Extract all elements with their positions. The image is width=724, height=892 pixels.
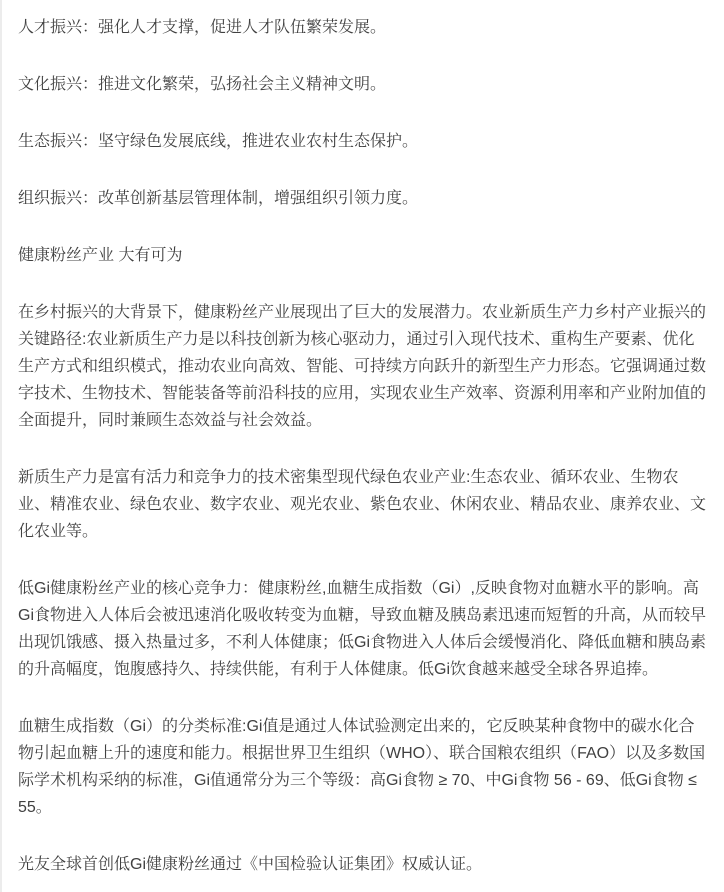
paragraph-rural-revitalization-background: 在乡村振兴的大背景下，健康粉丝产业展现出了巨大的发展潜力。农业新质生产力乡村产业振兴的关键路径:农业新质生产力是以科技创新为核心驱动力，通过引入现代技术、重构生产要素、优化生产方式和组织模式，推动农业向高效、智能、可持续方向跃升的新型生产力形态。它强调通过数字技术、生物技术、智能装备等前沿科技的应用，实现农业生产效率、资源利用率和产业附加值的全面提升，同时兼顾生态效益与社会效益。	[18, 304, 707, 429]
paragraph-new-productivity-industries: 新质生产力是富有活力和竞争力的技术密集型现代绿色农业产业:生态农业、循环农业、生物农业、精准农业、绿色农业、数字农业、观光农业、紫色农业、休闲农业、精品农业、康养农业、文化农业等。	[18, 469, 707, 540]
paragraph-gi-classification-standard: 血糖生成指数（Gi）的分类标准:Gi值是通过人体试验测定出来的，它反映某种食物中的碳水化合物引起血糖上升的速度和能力。根据世界卫生组织（WHO）、联合国粮农组织（FAO）以及多数国际学术机构采纳的标准，Gi值通常分为三个等级：高Gi食物 ≥ 70、中Gi食物 56 - 69、低Gi食物 ≤ 55。	[18, 718, 706, 816]
paragraph-guangyou-certification: 光友全球首创低Gi健康粉丝通过《中国检验认证集团》权威认证。	[18, 856, 483, 873]
paragraph-talent-revitalization: 人才振兴：强化人才支撑，促进人才队伍繁荣发展。	[18, 19, 387, 36]
section-title-healthy-vermicelli: 健康粉丝产业 大有可为	[18, 247, 183, 264]
paragraph-culture-revitalization: 文化振兴：推进文化繁荣，弘扬社会主义精神文明。	[18, 76, 387, 93]
paragraph-organization-revitalization: 组织振兴：改革创新基层管理体制，增强组织引领力度。	[18, 190, 419, 207]
paragraph-ecology-revitalization: 生态振兴：坚守绿色发展底线，推进农业农村生态保护。	[18, 133, 419, 150]
paragraph-low-gi-competitiveness: 低Gi健康粉丝产业的核心竞争力：健康粉丝,血糖生成指数（Gi）,反映食物对血糖水平的影响。高Gi食物进入人体后会被迅速消化吸收转变为血糖，导致血糖及胰岛素迅速而短暂的升高，从而较早出现饥饿感、摄入热量过多，不利人体健康；低Gi食物进入人体后会缓慢消化、降低血糖和胰岛素的升高幅度，饱腹感持久、持续供能，有利于人体健康。低Gi饮食越来越受全球各界追捧。	[18, 580, 707, 678]
page-left-edge	[0, 0, 2, 892]
